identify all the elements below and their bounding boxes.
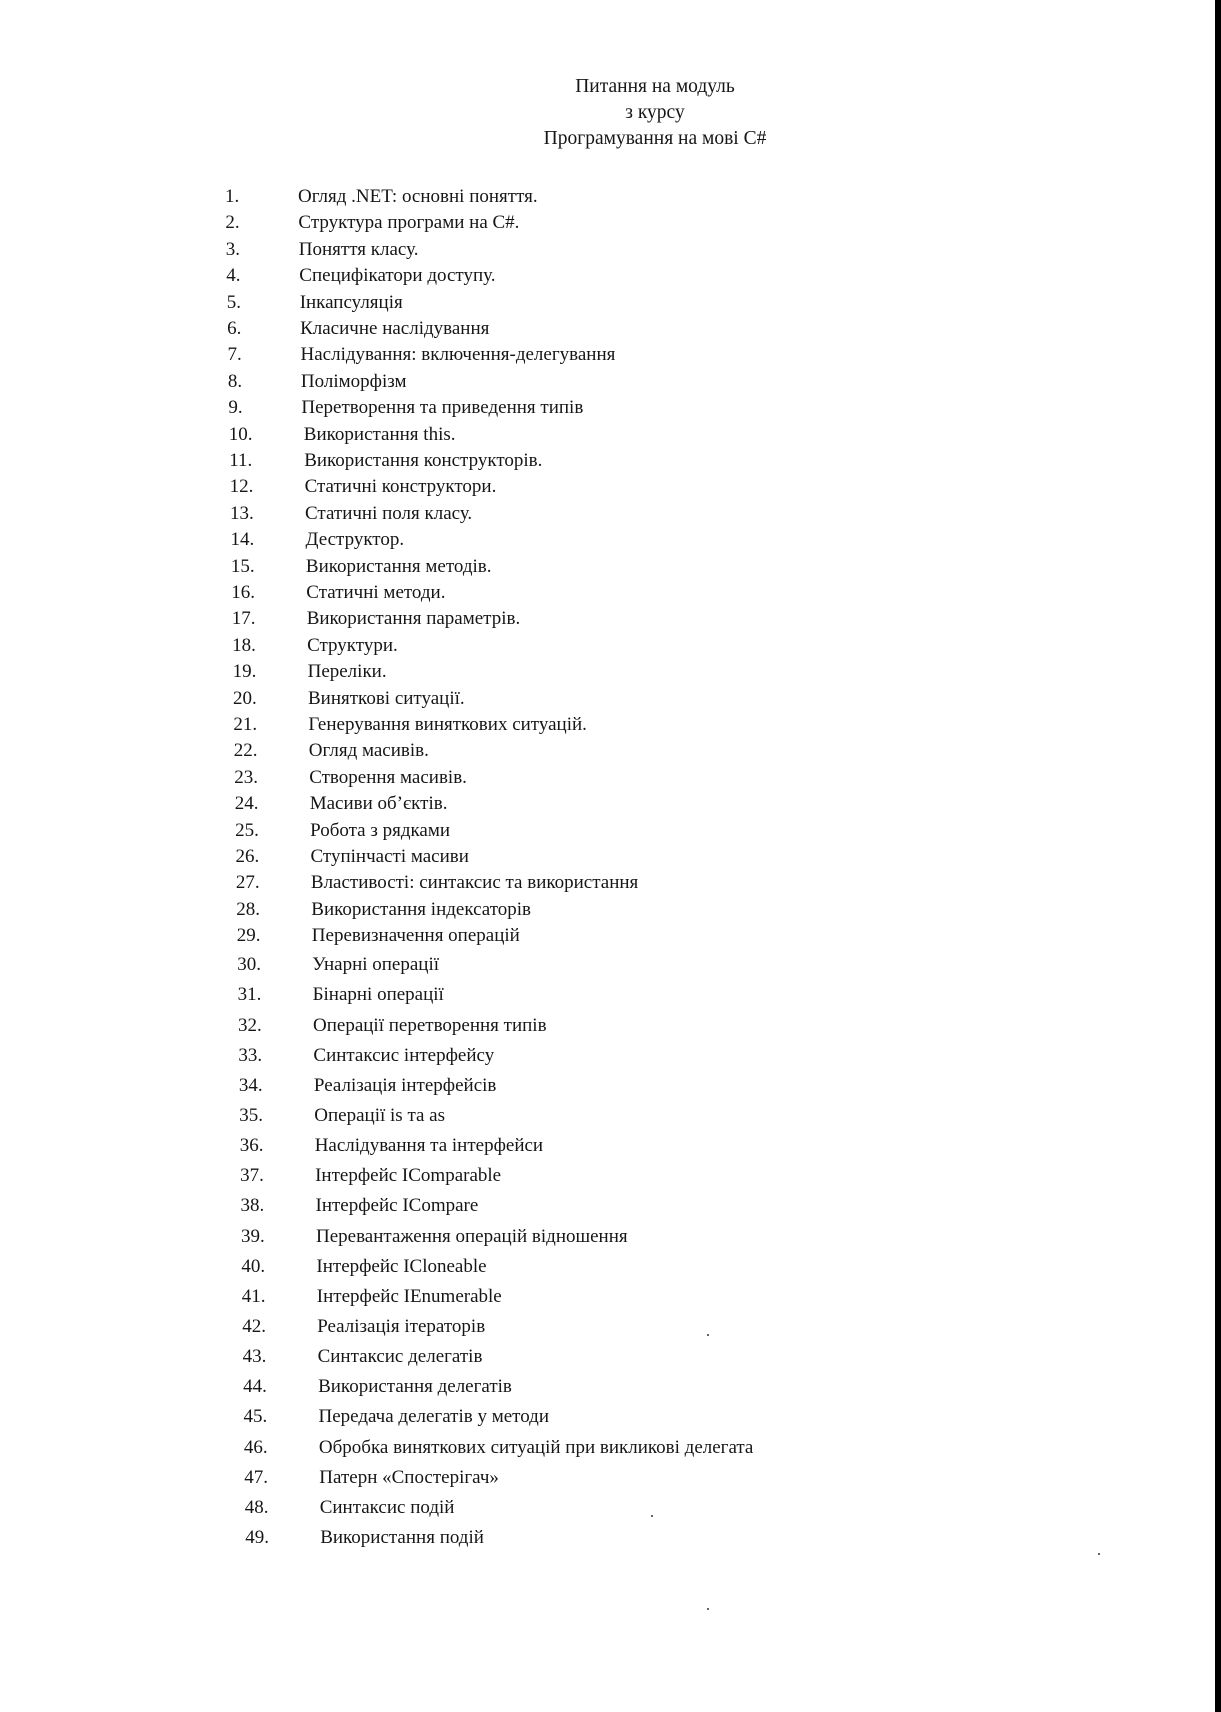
question-text: Переліки. <box>307 661 387 683</box>
question-text: Поліморфізм <box>300 370 407 392</box>
question-number: 19. <box>232 661 257 683</box>
question-number: 39. <box>241 1225 265 1247</box>
question-number: 1. <box>225 186 240 207</box>
question-number: 8. <box>227 370 243 392</box>
question-number: 26. <box>235 846 260 867</box>
question-number: 7. <box>227 344 242 366</box>
question-number: 47. <box>244 1466 269 1488</box>
question-number: 43. <box>242 1346 267 1368</box>
scan-speck <box>651 1515 653 1517</box>
question-number: 34. <box>238 1074 263 1096</box>
question-number: 17. <box>231 608 256 630</box>
question-text: Поняття класу. <box>298 238 419 260</box>
question-text: Використання параметрів. <box>306 608 521 630</box>
question-number: 20. <box>233 687 257 709</box>
question-text: Наслідування: включення-делегування <box>300 344 616 366</box>
question-text: Генерування виняткових ситуацій. <box>308 714 587 735</box>
question-number: 41. <box>241 1285 266 1307</box>
question-text: Класичне наслідування <box>300 318 490 339</box>
question-number: 32. <box>238 1014 262 1036</box>
question-number: 14. <box>230 529 255 551</box>
scan-speck <box>1098 1553 1100 1555</box>
question-text: Статичні конструктори. <box>304 476 497 498</box>
question-text: Статичні поля класу. <box>305 502 473 524</box>
question-text: Перетворення та приведення типів <box>301 397 584 419</box>
question-text: Перевизначення операцій <box>311 925 520 947</box>
question-text: Унарні операції <box>312 954 440 976</box>
question-number: 12. <box>229 476 254 498</box>
question-text: Реалізація ітераторів <box>317 1316 486 1337</box>
question-text: Створення масивів. <box>309 766 467 788</box>
question-text: Структура програми на C#. <box>298 212 520 234</box>
question-number: 21. <box>233 714 258 735</box>
question-number: 36. <box>239 1135 264 1157</box>
question-number: 49. <box>245 1527 269 1548</box>
question-number: 27. <box>235 872 260 894</box>
question-text: Використання подій <box>320 1527 484 1548</box>
question-number: 16. <box>231 582 256 603</box>
scan-speck <box>707 1334 709 1336</box>
question-text: Патерн «Спостерігач» <box>319 1466 499 1488</box>
question-text: Обробка виняткових ситуацій при викликові делегата <box>318 1436 754 1458</box>
question-number: 24. <box>234 793 259 815</box>
question-text: Виняткові ситуації. <box>308 687 465 709</box>
question-number: 9. <box>228 397 243 419</box>
document-title <box>455 74 855 152</box>
question-number: 28. <box>236 898 261 920</box>
question-text: Огляд .NET: основні поняття. <box>298 186 538 207</box>
question-text: Синтаксис інтерфейсу <box>313 1044 495 1066</box>
question-text: Реалізація інтерфейсів <box>313 1074 497 1096</box>
question-text: Синтаксис делегатів <box>317 1346 483 1368</box>
question-text: Інтерфейс IComparable <box>315 1165 502 1187</box>
question-text: Специфікатори доступу. <box>299 265 496 287</box>
question-text: Використання індексаторів <box>311 898 532 920</box>
question-text: Наслідування та інтерфейси <box>314 1135 544 1157</box>
question-text: Статичні методи. <box>306 582 446 603</box>
question-text: Деструктор. <box>305 529 405 551</box>
question-text: Операції is та as <box>314 1104 445 1126</box>
question-text: Використання методів. <box>305 555 492 577</box>
question-text: Робота з рядками <box>310 819 451 841</box>
title-line-2: з курсу <box>625 102 685 123</box>
question-text: Бінарні операції <box>312 984 444 1006</box>
question-number: 23. <box>234 766 258 788</box>
question-number: 30. <box>237 954 261 976</box>
question-number: 46. <box>243 1436 268 1458</box>
question-text: Інтерфейс ICompare <box>315 1195 479 1217</box>
question-text: Інтерфейс ICloneable <box>316 1255 487 1277</box>
question-text: Передача делегатів у методи <box>318 1406 550 1428</box>
question-number: 18. <box>232 634 256 656</box>
question-number: 22. <box>233 740 258 762</box>
question-number: 37. <box>240 1165 264 1187</box>
question-text: Використання делегатів <box>318 1376 512 1398</box>
question-number: 40. <box>241 1255 266 1277</box>
question-number: 44. <box>243 1376 267 1398</box>
question-number: 6. <box>227 318 242 339</box>
scan-edge-border <box>1215 0 1221 1712</box>
question-text: Структури. <box>307 634 398 656</box>
question-number: 33. <box>238 1044 263 1066</box>
question-number: 11. <box>229 450 253 471</box>
question-text: Операції перетворення типів <box>313 1014 547 1036</box>
question-number: 15. <box>230 555 255 577</box>
question-number: 45. <box>243 1406 268 1428</box>
question-text: Синтаксис подій <box>319 1496 455 1518</box>
question-number: 25. <box>235 819 259 841</box>
question-text: Інтерфейс IEnumerable <box>316 1285 502 1307</box>
question-text: Перевантаження операцій відношення <box>316 1225 628 1247</box>
scan-speck <box>707 1608 709 1610</box>
question-text: Властивості: синтаксис та використання <box>310 872 639 894</box>
question-number: 31. <box>237 984 262 1006</box>
question-number: 4. <box>226 265 241 287</box>
question-number: 48. <box>244 1496 269 1518</box>
question-text: Масиви об’єктів. <box>309 793 448 815</box>
question-number: 5. <box>226 291 241 313</box>
title-line-1: Питання на модуль <box>575 76 735 97</box>
question-number: 13. <box>230 502 254 524</box>
question-number: 3. <box>225 238 241 260</box>
title-line-3: Програмування на мові C# <box>543 128 767 149</box>
question-number: 42. <box>242 1316 266 1337</box>
question-number: 2. <box>225 212 240 234</box>
question-text: Використання this. <box>303 423 456 445</box>
question-text: Ступінчасті масиви <box>310 846 469 867</box>
question-number: 10. <box>228 423 253 445</box>
question-text: Використання конструкторів. <box>304 450 543 471</box>
question-number: 29. <box>236 925 261 947</box>
question-text: Інкапсуляція <box>299 291 403 313</box>
question-text: Огляд масивів. <box>308 740 429 762</box>
question-number: 38. <box>240 1195 265 1217</box>
question-number: 35. <box>239 1104 264 1126</box>
